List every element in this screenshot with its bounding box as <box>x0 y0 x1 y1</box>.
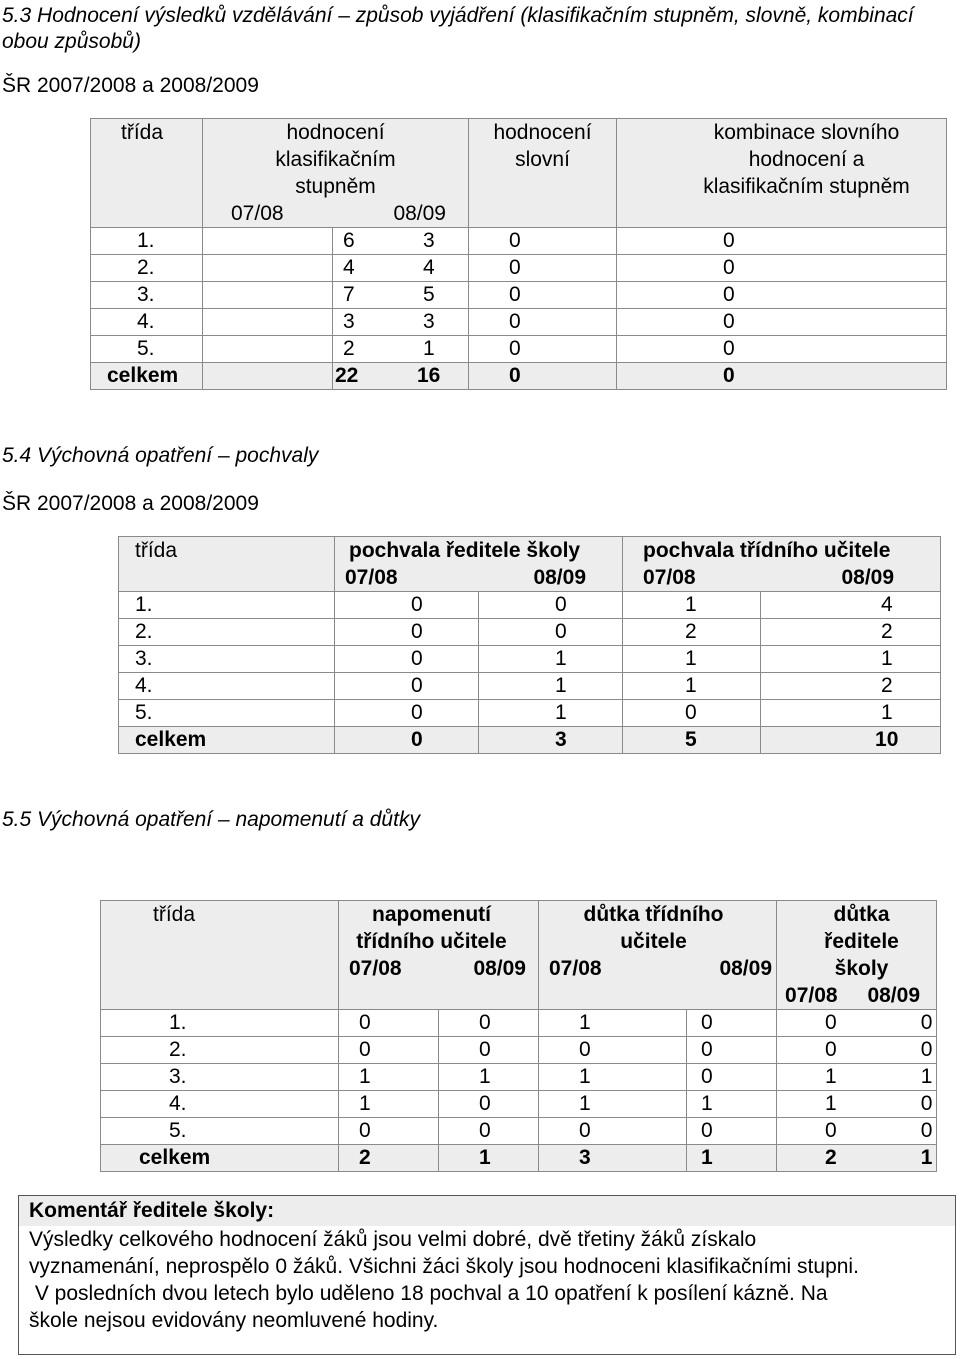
cell-value: 4 <box>203 255 333 282</box>
cell-value-pair <box>777 1037 937 1064</box>
header-trida: třída <box>91 119 203 228</box>
cell-value: 0 <box>687 1064 777 1091</box>
section-5-3-title: 5.3 Hodnocení výsledků vzdělávání – způsob vyjádření (klasifikačním stupněm, slovně, kombinací obou způsobů) <box>2 4 914 53</box>
table-row <box>119 700 941 727</box>
cell-value: 1 <box>623 673 761 700</box>
cell-value: 0 <box>335 700 479 727</box>
cell-trida: 5. <box>91 336 203 363</box>
cell-value: 0 <box>920 1038 933 1061</box>
header-trida: třída <box>101 901 339 1010</box>
header-napomenuti-label: napomenutí třídního učitele <box>356 903 507 953</box>
cell-trida: 1. <box>119 592 335 619</box>
cell-value: 0 <box>687 1010 777 1037</box>
table-row <box>101 1064 937 1091</box>
cell-value: 0 <box>825 1038 837 1061</box>
header-year-0708: 07/08 <box>643 566 696 589</box>
cell-value: 2 <box>761 619 941 646</box>
cell-value: 0 <box>920 1119 933 1142</box>
cell-total: 10 <box>761 727 941 754</box>
section-5-5-title: 5.5 Výchovná opatření – napomenutí a důtky <box>2 808 420 831</box>
cell-value: 3 <box>333 228 469 255</box>
comment-line: V posledních dvou letech bylo uděleno 18 pochval a 10 opatření k posílení kázně. Na <box>29 1282 828 1305</box>
cell-value: 0 <box>825 1011 837 1034</box>
cell-value: 0 <box>439 1091 539 1118</box>
cell-total: 2 <box>825 1146 837 1169</box>
cell-value: 1 <box>439 1064 539 1091</box>
table-row <box>91 309 947 336</box>
cell-value: 1 <box>623 646 761 673</box>
cell-value: 0 <box>469 309 617 336</box>
cell-value: 1 <box>479 646 623 673</box>
cell-value: 0 <box>335 619 479 646</box>
cell-trida: 4. <box>91 309 203 336</box>
header-year-0708: 07/08 <box>549 957 602 980</box>
cell-value-pair <box>777 1091 937 1118</box>
cell-total-label: celkem <box>101 1145 339 1172</box>
director-comment-box <box>18 1195 956 1355</box>
cell-value: 1 <box>761 700 941 727</box>
cell-value: 1 <box>539 1010 687 1037</box>
table-row <box>119 673 941 700</box>
table-row <box>91 228 947 255</box>
cell-value: 0 <box>617 336 947 363</box>
cell-value: 0 <box>617 309 947 336</box>
cell-value: 2 <box>761 673 941 700</box>
header-napomenuti <box>339 901 539 1010</box>
cell-value: 0 <box>339 1118 439 1145</box>
cell-total: 5 <box>623 727 761 754</box>
comment-line: škole nejsou evidovány neomluvené hodiny. <box>29 1309 439 1332</box>
table-5-3 <box>90 118 947 390</box>
cell-trida: 5. <box>119 700 335 727</box>
cell-total: 3 <box>539 1145 687 1172</box>
header-dutka-reditele <box>777 901 937 1010</box>
table-row <box>91 336 947 363</box>
cell-total: 0 <box>617 363 947 390</box>
cell-value: 0 <box>469 336 617 363</box>
cell-value: 0 <box>687 1037 777 1064</box>
cell-value: 0 <box>439 1037 539 1064</box>
cell-value: 0 <box>539 1118 687 1145</box>
cell-total: 1 <box>687 1145 777 1172</box>
cell-value: 1 <box>333 336 469 363</box>
header-year-0809: 08/09 <box>867 984 921 1007</box>
header-slovni: hodnocení slovní <box>469 119 617 228</box>
section-5-3-school-years: ŠR 2007/2008 a 2008/2009 <box>2 74 259 97</box>
table-5-3-header <box>91 119 947 228</box>
table-row <box>101 1118 937 1145</box>
table-5-4 <box>118 536 941 754</box>
header-year-0809: 08/09 <box>533 566 587 589</box>
cell-value: 0 <box>479 619 623 646</box>
cell-total: 16 <box>333 363 469 390</box>
cell-total: 22 <box>203 363 333 390</box>
cell-trida: 2. <box>119 619 335 646</box>
header-year-0809: 08/09 <box>473 957 526 980</box>
table-row <box>101 1010 937 1037</box>
cell-value: 1 <box>920 1065 933 1088</box>
cell-value: 0 <box>539 1037 687 1064</box>
cell-value-pair <box>777 1010 937 1037</box>
cell-trida: 1. <box>91 228 203 255</box>
cell-total-pair <box>777 1145 937 1172</box>
cell-total: 1 <box>920 1146 933 1169</box>
table-total-row <box>101 1145 937 1172</box>
director-comment-title: Komentář ředitele školy: <box>19 1196 955 1226</box>
header-pochvala-reditele-label: pochvala ředitele školy <box>349 539 581 562</box>
table-row <box>101 1037 937 1064</box>
cell-value: 1 <box>761 646 941 673</box>
director-comment-body <box>19 1226 955 1334</box>
cell-value: 0 <box>479 592 623 619</box>
header-pochvala-tridniho <box>623 537 941 592</box>
cell-total: 3 <box>479 727 623 754</box>
cell-value: 0 <box>339 1010 439 1037</box>
cell-trida: 4. <box>101 1091 339 1118</box>
cell-value: 0 <box>623 700 761 727</box>
header-year-0708: 07/08 <box>349 957 402 980</box>
cell-value: 3 <box>333 309 469 336</box>
cell-value: 0 <box>687 1118 777 1145</box>
table-row <box>91 255 947 282</box>
cell-value: 1 <box>825 1092 837 1115</box>
header-year-0708: 07/08 <box>345 566 398 589</box>
cell-value: 0 <box>339 1037 439 1064</box>
header-year-0809: 08/09 <box>719 957 773 980</box>
cell-value: 1 <box>623 592 761 619</box>
cell-total: 1 <box>439 1145 539 1172</box>
header-dutka-tridniho-label: důtka třídního učitele <box>583 903 724 953</box>
table-row <box>91 282 947 309</box>
header-trida: třída <box>119 537 335 592</box>
cell-value: 1 <box>687 1091 777 1118</box>
cell-value: 0 <box>335 646 479 673</box>
table-5-5-header <box>101 901 937 1010</box>
cell-value: 0 <box>469 255 617 282</box>
cell-value: 2 <box>623 619 761 646</box>
cell-total: 0 <box>469 363 617 390</box>
cell-trida: 2. <box>91 255 203 282</box>
header-year-0708: 07/08 <box>231 202 284 225</box>
cell-value: 1 <box>479 700 623 727</box>
cell-value: 1 <box>339 1091 439 1118</box>
cell-value: 1 <box>825 1065 837 1088</box>
cell-value: 0 <box>439 1118 539 1145</box>
cell-trida: 5. <box>101 1118 339 1145</box>
cell-value: 0 <box>335 592 479 619</box>
cell-value: 6 <box>203 228 333 255</box>
cell-value: 0 <box>439 1010 539 1037</box>
table-5-4-header <box>119 537 941 592</box>
header-klasifikace <box>203 119 469 228</box>
comment-line: Výsledky celkového hodnocení žáků jsou velmi dobré, dvě třetiny žáků získalo <box>29 1228 757 1251</box>
table-row <box>119 619 941 646</box>
cell-value: 0 <box>469 228 617 255</box>
header-dutka-reditele-label: důtka ředitele školy <box>824 903 899 980</box>
cell-trida: 1. <box>101 1010 339 1037</box>
cell-value-pair <box>777 1064 937 1091</box>
cell-total-label: celkem <box>91 363 203 390</box>
cell-trida: 3. <box>119 646 335 673</box>
table-row <box>101 1091 937 1118</box>
header-dutka-tridniho <box>539 901 777 1010</box>
header-year-0809: 08/09 <box>393 202 446 225</box>
header-klasifikace-label: hodnocení klasifikačním stupněm <box>275 121 396 198</box>
cell-value: 2 <box>203 336 333 363</box>
cell-trida: 2. <box>101 1037 339 1064</box>
cell-trida: 3. <box>91 282 203 309</box>
cell-value: 0 <box>617 255 947 282</box>
header-year-0708: 07/08 <box>785 984 838 1007</box>
header-pochvala-reditele <box>335 537 623 592</box>
table-total-row <box>119 727 941 754</box>
cell-trida: 4. <box>119 673 335 700</box>
cell-value: 3 <box>203 309 333 336</box>
cell-value: 0 <box>469 282 617 309</box>
cell-value: 1 <box>479 673 623 700</box>
cell-value: 1 <box>339 1064 439 1091</box>
cell-value: 7 <box>203 282 333 309</box>
cell-value: 4 <box>761 592 941 619</box>
cell-value: 0 <box>617 228 947 255</box>
cell-value: 0 <box>920 1092 933 1115</box>
cell-value: 0 <box>335 673 479 700</box>
cell-value: 5 <box>333 282 469 309</box>
cell-total: 0 <box>335 727 479 754</box>
table-total-row <box>91 363 947 390</box>
cell-total: 2 <box>339 1145 439 1172</box>
cell-value-pair <box>777 1118 937 1145</box>
header-pochvala-tridniho-label: pochvala třídního učitele <box>643 539 891 562</box>
cell-value: 4 <box>333 255 469 282</box>
table-row <box>119 592 941 619</box>
table-row <box>119 646 941 673</box>
comment-line: vyznamenání, neprospělo 0 žáků. Všichni žáci školy jsou hodnoceni klasifikačními stupni. <box>29 1255 859 1278</box>
section-5-4-school-years: ŠR 2007/2008 a 2008/2009 <box>2 492 259 515</box>
cell-value: 1 <box>539 1064 687 1091</box>
section-5-4-title: 5.4 Výchovná opatření – pochvaly <box>2 444 319 467</box>
cell-value: 0 <box>825 1119 837 1142</box>
cell-value: 0 <box>920 1011 933 1034</box>
cell-value: 0 <box>617 282 947 309</box>
cell-value: 1 <box>539 1091 687 1118</box>
cell-total-label: celkem <box>119 727 335 754</box>
header-kombinace: kombinace slovního hodnocení a klasifikačním stupněm <box>617 119 947 228</box>
cell-trida: 3. <box>101 1064 339 1091</box>
header-year-0809: 08/09 <box>841 566 895 589</box>
table-5-5 <box>100 900 937 1172</box>
